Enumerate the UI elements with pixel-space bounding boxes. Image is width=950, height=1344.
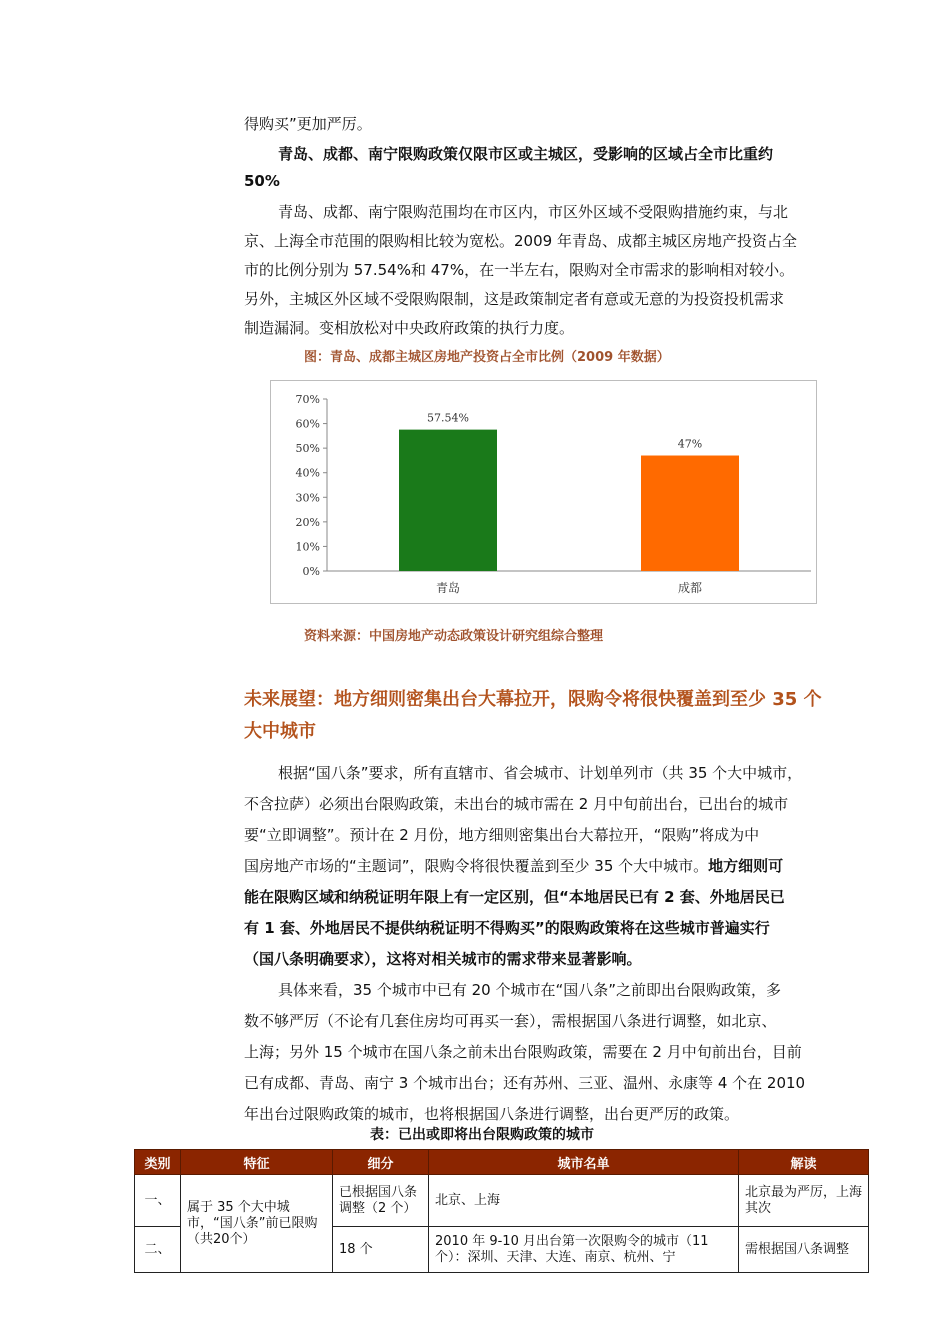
- cities-cell: 北京、上海: [429, 1175, 739, 1227]
- section2-para2-line: 年出台过限购政策的城市，也将根据国八条进行调整，出台更严厉的政策。: [244, 1105, 740, 1123]
- table-header-cell: 特征: [181, 1150, 333, 1175]
- bar-data-label: 57.54%: [427, 411, 469, 425]
- section2-heading-line1: 未来展望：地方细则密集出台大幕拉开，限购令将很快覆盖到至少 35 个: [244, 689, 822, 710]
- table-header-cell: 城市名单: [429, 1150, 739, 1175]
- section1-para-line: 京、上海全市范围的限购相比较为宽松。2009 年青岛、成都主城区房地产投资占全: [244, 232, 797, 250]
- section2-para1-text: 国房地产市场的“主题词”，限购令将很快覆盖到至少 35 个大中城市。: [244, 857, 709, 875]
- section2-heading-line2: 大中城市: [244, 721, 316, 742]
- table-title: 表：已出或即将出台限购政策的城市: [370, 1127, 594, 1143]
- chart-frame: [270, 380, 817, 604]
- section2-para1-bold-line: 有 1 套、外地居民不提供纳税证明不得购买”的限购政策将在这些城市普遍实行: [244, 919, 770, 937]
- figure-caption: 图：青岛、成都主城区房地产投资占全市比例（2009 年数据）: [304, 350, 670, 365]
- section2-para2-line: 已有成都、青岛、南宁 3 个城市出台；还有苏州、三亚、温州、永康等 4 个在 2010: [244, 1074, 806, 1092]
- section1-para-line: 另外，主城区外区域不受限购限制，这是政策制定者有意或无意的为投资投机需求: [244, 290, 785, 308]
- section2-para1-bold-line: （国八条明确要求），这将对相关城市的需求带来显著影响。: [244, 950, 642, 968]
- section2-para2-line: 具体来看，35 个城市中已有 20 个城市在“国八条”之前即出台限购政策，多: [278, 981, 782, 999]
- source-note: 资料来源：中国房地产动态政策设计研究组综合整理: [304, 629, 604, 644]
- x-category-label: 成都: [677, 581, 703, 595]
- section1-heading-line1: 青岛、成都、南宁限购政策仅限市区或主城区，受影响的区域占全市比重约: [278, 145, 774, 163]
- bar: [641, 456, 739, 571]
- section2-para1-line: 要“立即调整”。预计在 2 月份，地方细则密集出台大幕拉开，“限购”将成为中: [244, 826, 760, 844]
- y-tick-label: 50%: [295, 442, 320, 456]
- section2-para2-line: 数不够严厉（不论有几套住房均可再买一套），需根据国八条进行调整，如北京、: [244, 1012, 777, 1030]
- feature-cell: 属于 35 个大中城市，“国八条”前已限购（共20个）: [181, 1175, 333, 1273]
- bar-data-label: 47%: [677, 437, 703, 451]
- section2-para1-bold-line: 能在限购区域和纳税证明年限上有一定区别，但“本地居民已有 2 套、外地居民已: [244, 888, 785, 906]
- table-header-cell: 细分: [333, 1150, 429, 1175]
- y-tick-label: 60%: [295, 417, 320, 431]
- note-cell: 需根据国八条调整: [739, 1227, 869, 1273]
- category-cell: 二、: [135, 1227, 181, 1273]
- category-cell: 一、: [135, 1175, 181, 1227]
- x-category-label: 青岛: [435, 581, 461, 595]
- section2-para1-line: 不含拉萨）必须出台限购政策，未出台的城市需在 2 月中旬前出台，已出台的城市: [244, 795, 789, 813]
- table-header-cell: 类别: [135, 1150, 181, 1175]
- note-cell: 北京最为严厉，上海其次: [739, 1175, 869, 1227]
- section2-para2-line: 上海；另外 15 个城市在国八条之前未出台限购政策，需要在 2 月中旬前出台，目前: [244, 1043, 802, 1061]
- section1-para-line: 制造漏洞。变相放松对中央政府政策的执行力度。: [244, 319, 575, 337]
- cities-cell: 2010 年 9-10 月出台第一次限购令的城市（11 个）：深圳、天津、大连、南京、杭州、宁: [429, 1227, 739, 1273]
- sub-cell: 已根据国八条调整（2 个）: [333, 1175, 429, 1227]
- table-row: [135, 1175, 869, 1227]
- y-tick-label: 10%: [295, 540, 320, 554]
- section1-para-line: 市的比例分别为 57.54%和 47%，在一半左右，限购对全市需求的影响相对较小。: [244, 261, 795, 279]
- bar-chart: [271, 381, 816, 603]
- section2-para1-line: 根据“国八条”要求，所有直辖市、省会城市、计划单列市（共 35 个大中城市，: [278, 764, 803, 782]
- intro-line: 得购买”更加严厉。: [244, 115, 372, 133]
- y-tick-label: 20%: [295, 515, 320, 529]
- y-tick-label: 70%: [295, 393, 320, 406]
- y-tick-label: 30%: [295, 491, 320, 505]
- y-tick-label: 40%: [295, 466, 320, 480]
- section2-para1-bold-tail: 地方细则可: [708, 857, 784, 875]
- section1-heading-line2: 50%: [244, 172, 280, 190]
- bar: [399, 430, 497, 571]
- sub-cell: 18 个: [333, 1227, 429, 1273]
- table-header-cell: 解读: [739, 1150, 869, 1175]
- city-policy-table: [134, 1149, 869, 1273]
- y-tick-label: 0%: [302, 565, 320, 578]
- section2-para1-line: [244, 856, 783, 876]
- section1-para-line: 青岛、成都、南宁限购范围均在市区内，市区外区域不受限购措施约束，与北: [278, 203, 789, 221]
- table-header-row: [135, 1150, 869, 1175]
